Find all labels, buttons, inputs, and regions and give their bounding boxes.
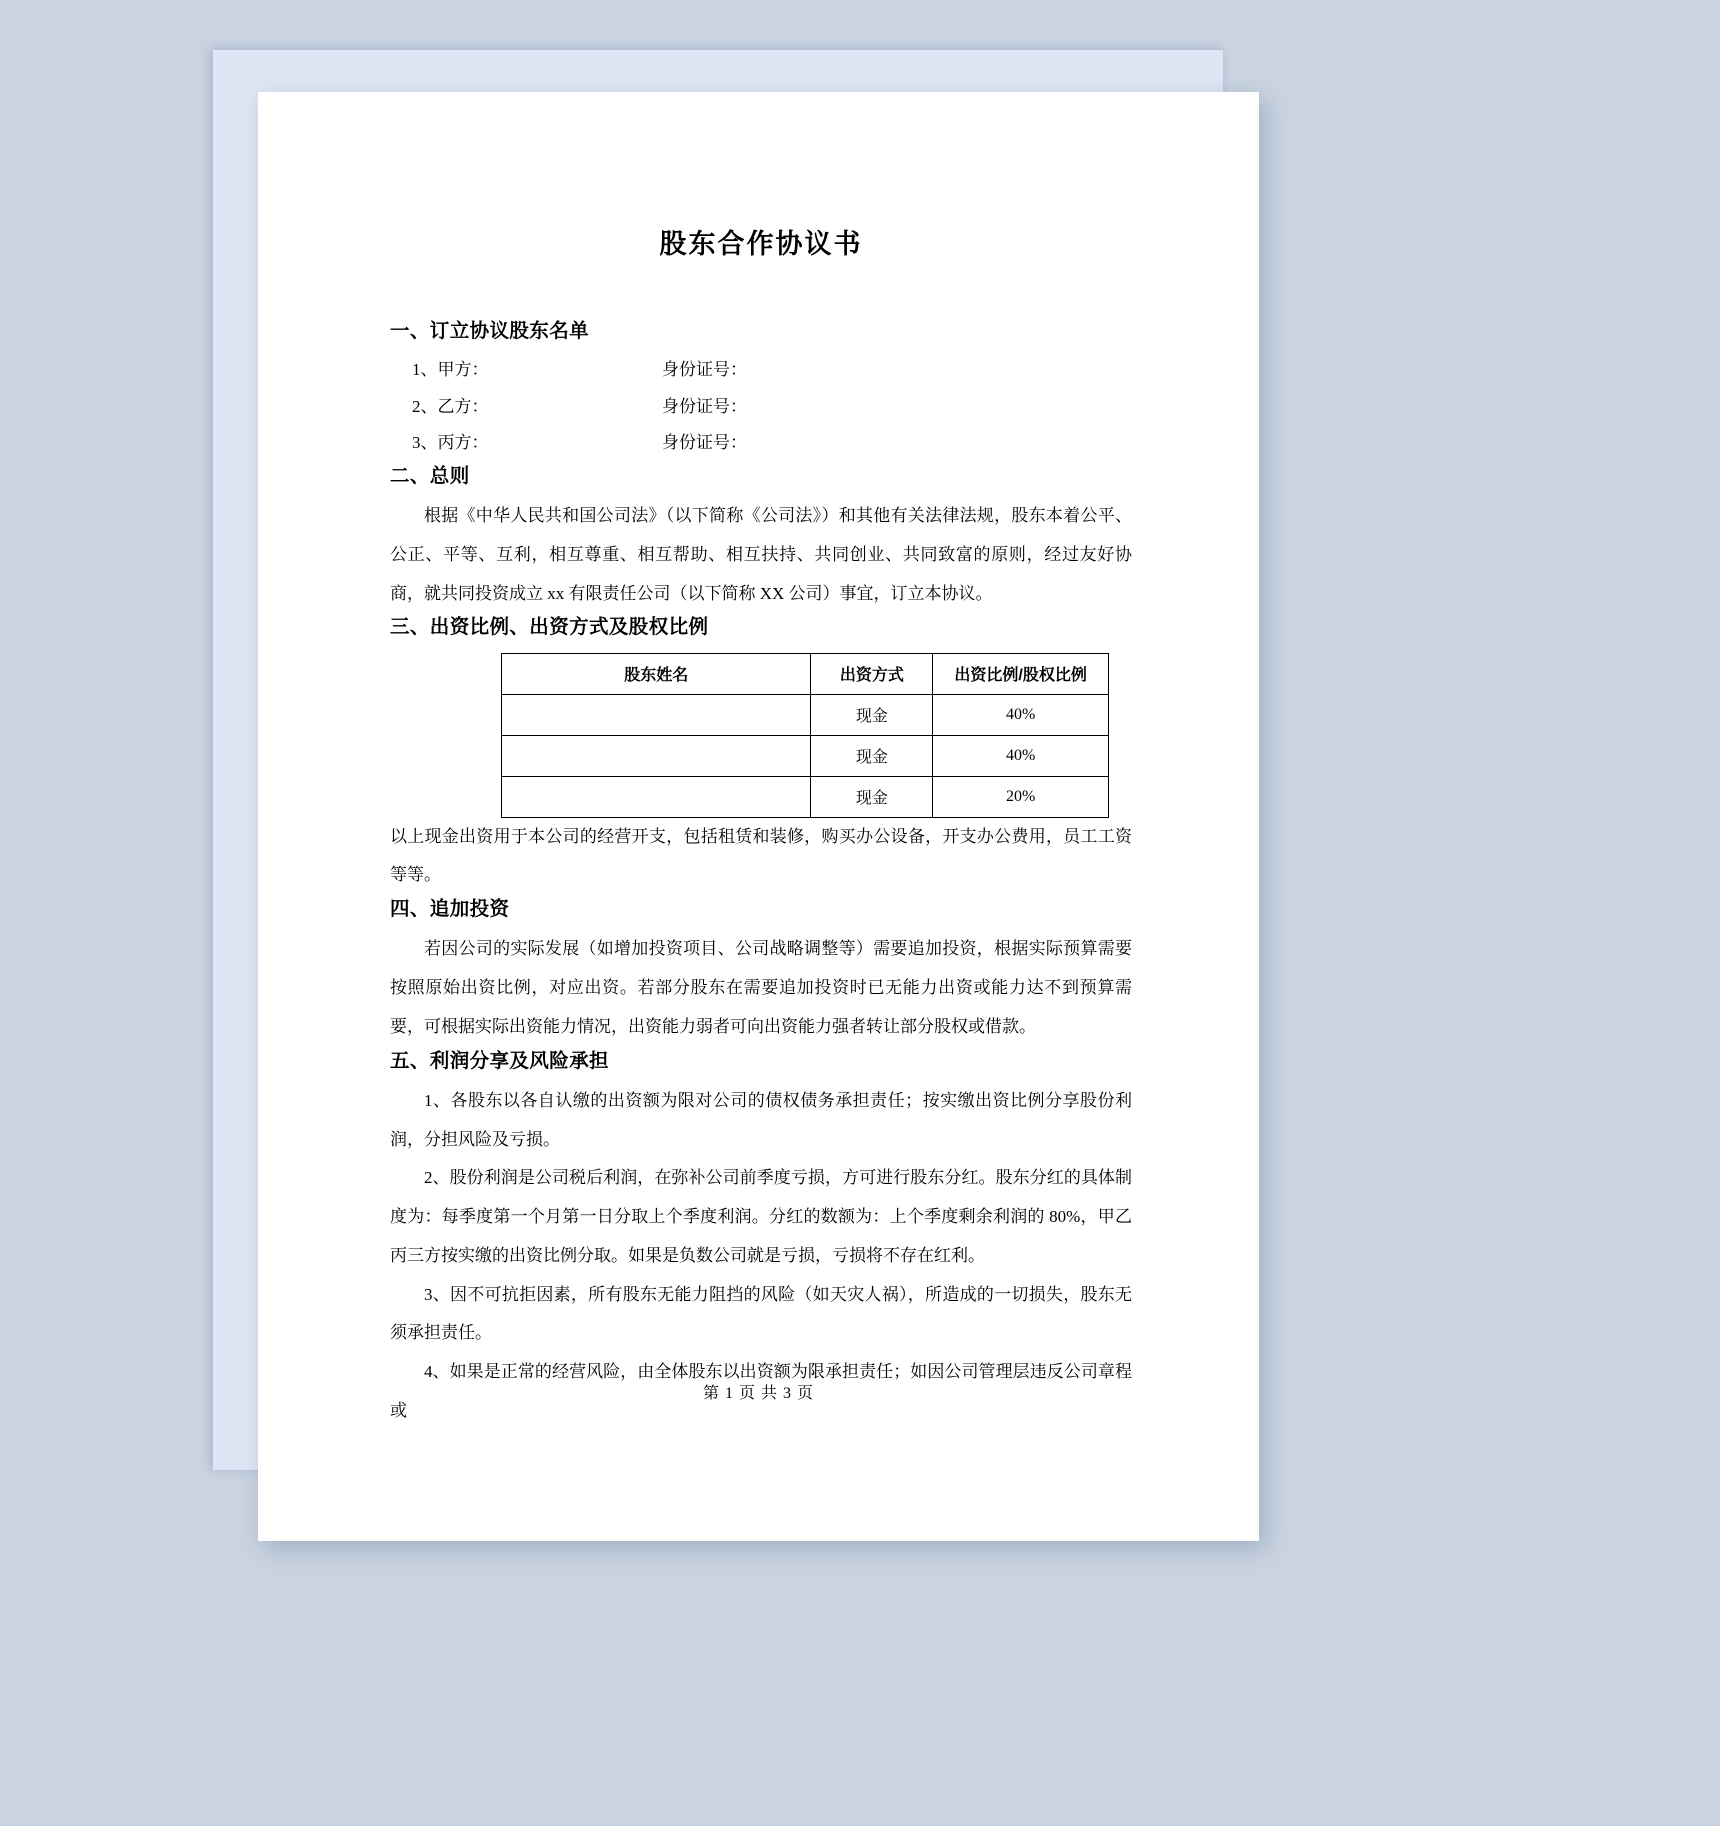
cell-contribution-ratio: 40%: [933, 735, 1109, 776]
cell-shareholder-name: [502, 776, 811, 817]
cell-shareholder-name: [502, 735, 811, 776]
cell-contribution-ratio: 20%: [933, 776, 1109, 817]
party-label-jiafang: 1、甲方：: [412, 360, 489, 380]
section-heading-3: 三、出资比例、出资方式及股权比例: [390, 616, 709, 639]
party-row-3: [390, 425, 1132, 462]
section-5-item-1: 1、各股东以各自认缴的出资额为限对公司的债权债务承担责任；按实缴出资比例分享股份利润，分担风险及亏损。: [390, 1090, 1132, 1149]
cell-contribution-method: 现金: [811, 694, 933, 735]
cell-contribution-method: 现金: [811, 776, 933, 817]
section-heading-1: 一、订立协议股东名单: [390, 320, 590, 342]
table-header-contribution-method: 出资方式: [811, 653, 933, 694]
party-row-2: [390, 389, 1132, 426]
page-footer: 第 1 页 共 3 页: [702, 1385, 814, 1402]
table-row: [502, 694, 1109, 735]
section-heading-5: 五、利润分享及风险承担: [390, 1049, 609, 1072]
document-title: 股东合作协议书: [659, 229, 863, 259]
section-4-paragraph: 若因公司的实际发展（如增加投资项目、公司战略调整等）需要追加投资，根据实际预算需要按照原始出资比例，对应出资。若部分股东在需要追加投资时已无能力出资或能力达不到预算需要，可根据实际出资能力情况，出资能力弱者可向出资能力强者转让部分股权或借款。: [390, 939, 1132, 1036]
party-row-1: [390, 352, 1132, 389]
section-heading-2: 二、总则: [390, 464, 470, 487]
section-5-item-3: 3、因不可抗拒因素，所有股东无能力阻挡的风险（如天灾人祸），所造成的一切损失，股东无须承担责任。: [390, 1284, 1132, 1343]
party-label-bingfang: 3、丙方：: [412, 433, 489, 453]
document-content: [390, 222, 1132, 1431]
party-id-label-jiafang: 身份证号：: [662, 360, 747, 380]
page-inner: [258, 92, 1259, 1541]
table-header-shareholder-name: 股东姓名: [502, 653, 811, 694]
section-5-item-4: 4、如果是正常的经营风险，由全体股东以出资额为限承担责任；如因公司管理层违反公司章程或: [390, 1362, 1132, 1420]
capital-table-wrapper: [390, 653, 1132, 818]
section-5-item-2: 2、股份利润是公司税后利润，在弥补公司前季度亏损，方可进行股东分红。股东分红的具体制度为：每季度第一个月第一日分取上个季度利润。分红的数额为：上个季度剩余利润的 80%，甲乙丙三方按实缴的出资比例分取。如果是负数公司就是亏损，亏损将不存在红利。: [390, 1168, 1132, 1265]
table-header-contribution-ratio: 出资比例/股权比例: [933, 653, 1109, 694]
section-heading-4: 四、追加投资: [390, 898, 510, 921]
table-row: [502, 776, 1109, 817]
party-id-label-bingfang: 身份证号：: [662, 433, 747, 453]
section-3-note: 以上现金出资用于本公司的经营开支，包括租赁和装修，购买办公设备，开支办公费用，员工工资等等。: [390, 826, 1132, 885]
section-2-paragraph: 根据《中华人民共和国公司法》（以下简称《公司法》）和其他有关法律法规，股东本着公平、公正、平等、互利，相互尊重、相互帮助、相互扶持、共同创业、共同致富的原则，经过友好协商，就共同投资成立 xx 有限责任公司（以下简称 XX 公司）事宜，订立本协议。: [390, 506, 1132, 603]
cell-contribution-method: 现金: [811, 735, 933, 776]
document-page: [258, 92, 1259, 1541]
capital-contribution-table: [501, 653, 1109, 818]
table-row: [502, 735, 1109, 776]
table-header-row: [502, 653, 1109, 694]
cell-shareholder-name: [502, 694, 811, 735]
party-label-yifang: 2、乙方：: [412, 396, 489, 416]
party-id-label-yifang: 身份证号：: [662, 396, 747, 416]
cell-contribution-ratio: 40%: [933, 694, 1109, 735]
